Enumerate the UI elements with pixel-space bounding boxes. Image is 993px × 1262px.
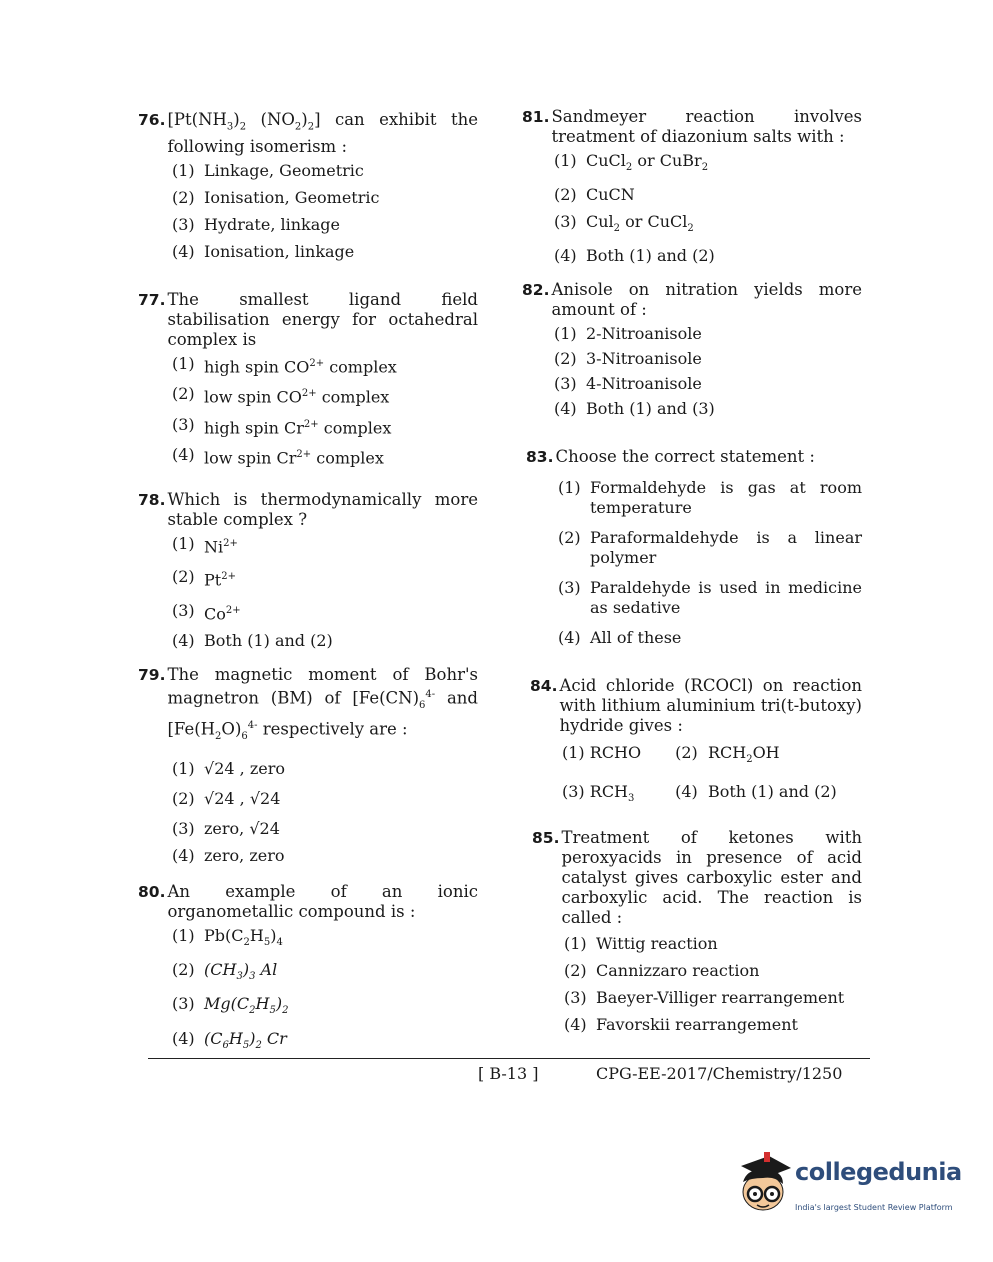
question-77 — [138, 290, 478, 475]
footer-divider — [148, 1058, 870, 1059]
question-76 — [138, 110, 478, 269]
option: (4) Favorskii rearrangement — [564, 1015, 798, 1034]
question-85-stem: 85. Treatment of ketones with peroxyacids in presence of acid catalyst gives carboxylic ester and carboxylic acid. The reaction is called : — [532, 828, 862, 927]
question-80-options — [172, 926, 478, 1056]
question-85-options — [564, 934, 862, 1035]
option: (3) $Mg(C_2H_5)_2$ — [172, 994, 289, 1017]
option: (4) zero, zero — [172, 845, 285, 865]
collegedunia-logo[interactable] — [735, 1148, 965, 1223]
question-83 — [522, 447, 862, 655]
option: (3) Cul$_2$ or CuCl$_2$ — [554, 212, 694, 235]
question-number: 76. — [138, 111, 166, 129]
mascot-icon — [735, 1148, 793, 1223]
question-81-stem: 81. Sandmeyer reaction involves treatment of diazonium salts with : — [522, 107, 862, 146]
question-76-stem: 76. [$Pt(NH_3)_2$ $(NO_2)_2$] can exhibit the following isomerism : — [138, 110, 478, 157]
question-77-stem: 77. The smallest ligand field stabilisation energy for octahedral complex is — [138, 290, 478, 349]
option: (3) 4-Nitroanisole — [554, 374, 702, 393]
option: (4) Both (1) and (3) — [554, 399, 715, 418]
question-82 — [522, 280, 862, 426]
question-79 — [138, 665, 478, 873]
option: (1) RCHO — [562, 743, 642, 762]
option: (1) $Ni^{2+}$ — [172, 534, 238, 557]
question-78 — [138, 490, 478, 658]
question-77-options — [172, 354, 478, 468]
option: (2) CuCN — [554, 185, 635, 205]
option: (3) high spin $Cr^{2+}$ complex — [172, 414, 392, 437]
option: (1) high spin $CO^{2+}$ complex — [172, 354, 397, 377]
option: (1) Formaldehyde is gas at room temperature — [558, 478, 862, 517]
option: (3) zero, √24 — [172, 818, 280, 838]
option: (4) Both (1) and (2) — [675, 782, 837, 802]
option: (4) low spin $Cr^{2+}$ complex — [172, 444, 384, 468]
option: (4) Ionisation, linkage — [172, 242, 355, 262]
option: (2) Cannizzaro reaction — [564, 961, 760, 980]
option: (1) Wittig reaction — [564, 934, 718, 953]
option: (1) √24 , zero — [172, 758, 285, 778]
brand-tagline: India's largest Student Review Platform — [795, 1203, 953, 1212]
option: (2) √24 , √24 — [172, 788, 281, 808]
option: (3) $Co^{2+}$ — [172, 600, 241, 623]
question-84-stem: 84. Acid chloride (RCOCl) on reaction with lithium aluminium tri(t-butoxy) hydride gives : — [530, 676, 862, 735]
option: (3) Hydrate, linkage — [172, 215, 340, 235]
option: (4) Both (1) and (2) — [554, 246, 715, 266]
question-81-options — [554, 151, 862, 266]
question-76-options — [172, 161, 478, 262]
question-79-options — [172, 759, 478, 866]
option: (2) Ionisation, Geometric — [172, 188, 380, 208]
option: (3) $RCH_3$ — [562, 782, 635, 805]
option: (1) CuCl$_2$ or CuBr$_2$ — [554, 151, 709, 174]
option: (4) Both (1) and (2) — [172, 630, 333, 650]
option: (1) 2-Nitroanisole — [554, 324, 702, 343]
option: (4) All of these — [558, 628, 682, 647]
page-code: [ B-13 ] — [478, 1064, 539, 1083]
option: (2) low spin $CO^{2+}$ complex — [172, 384, 390, 407]
option: (2) 3-Nitroanisole — [554, 349, 702, 368]
question-84 — [522, 676, 862, 809]
exam-code: CPG-EE-2017/Chemistry/1250 — [596, 1064, 843, 1083]
question-82-options — [554, 324, 862, 419]
brand-name: collegedunia — [795, 1158, 962, 1186]
option: (1) $Pb(C_2H_5)_4$ — [172, 926, 283, 949]
question-80-stem: 80. An example of an ionic organometallic compound is : — [138, 882, 478, 921]
question-83-options — [558, 478, 862, 648]
option: (2) $RCH_2OH$ — [675, 743, 780, 766]
option: (3) Baeyer-Villiger rearrangement — [564, 988, 845, 1007]
question-80 — [138, 882, 478, 1063]
question-85 — [522, 828, 862, 1042]
option: (2) $Pt^{2+}$ — [172, 567, 236, 590]
option: (2) $(CH_3)_3$ Al — [172, 960, 278, 983]
option: (2) Paraformaldehyde is a linear polymer — [558, 528, 862, 567]
question-84-options — [562, 743, 862, 809]
question-78-stem: 78. Which is thermodynamically more stable complex ? — [138, 490, 478, 529]
question-78-options — [172, 534, 478, 651]
question-79-stem: 79. The magnetic moment of Bohr's magnetron (BM) of [$Fe(CN)_6^{4-}$ and [$Fe(H_2O)_6^{4-}$ respectively are : — [138, 665, 478, 742]
question-81 — [522, 107, 862, 273]
question-83-stem: 83. Choose the correct statement : — [526, 447, 815, 466]
option: (4) $(C_6H_5)_2$ Cr — [172, 1028, 287, 1051]
option: (1) Linkage, Geometric — [172, 161, 364, 181]
question-82-stem: 82. Anisole on nitration yields more amount of : — [522, 280, 862, 319]
option: (3) Paraldehyde is used in medicine as sedative — [558, 578, 862, 617]
